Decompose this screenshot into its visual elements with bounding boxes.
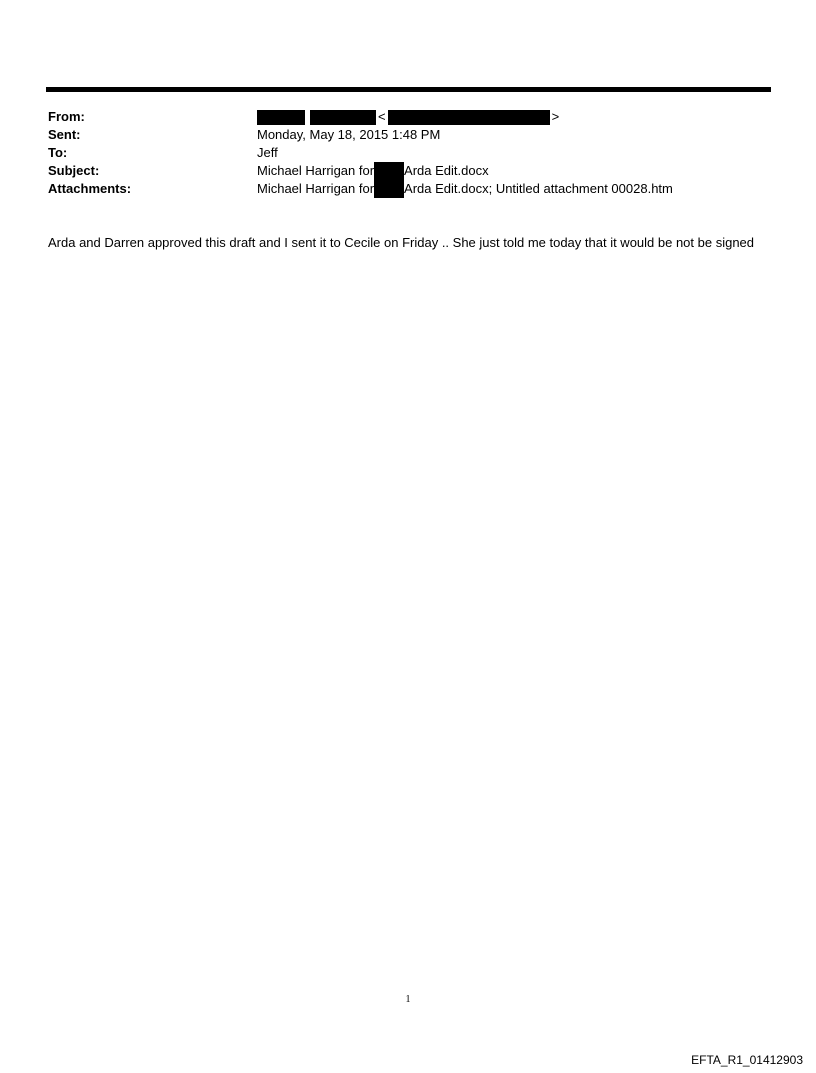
from-value <box>257 108 561 126</box>
page-number: 1 <box>405 994 411 1005</box>
attachments-suffix: Arda Edit.docx; Untitled attachment 00028.htm <box>404 181 673 196</box>
attachments-label: Attachments: <box>48 181 132 196</box>
redaction-subject-name <box>374 162 404 180</box>
redaction-sender-first-name <box>257 110 305 125</box>
to-value: Jeff <box>257 145 278 160</box>
document-id: EFTA_R1_01412903 <box>691 1053 803 1067</box>
sent-row <box>48 126 768 144</box>
sent-value: Monday, May 18, 2015 1:48 PM <box>257 127 441 142</box>
redaction-sender-last-name <box>310 110 376 125</box>
from-row <box>48 108 768 126</box>
header-divider <box>46 87 771 92</box>
subject-suffix: Arda Edit.docx <box>404 163 489 178</box>
email-open-bracket: < <box>378 109 386 124</box>
email-close-bracket: > <box>551 109 560 124</box>
subject-row <box>48 162 768 180</box>
from-label: From: <box>48 109 85 124</box>
subject-value <box>257 162 489 180</box>
to-row <box>48 144 768 162</box>
to-label: To: <box>48 145 68 160</box>
redaction-attachment-name <box>374 180 404 198</box>
attachments-row <box>48 180 768 198</box>
sent-label: Sent: <box>48 127 81 142</box>
attachments-prefix: Michael Harrigan for <box>257 181 375 196</box>
subject-label: Subject: <box>48 163 100 178</box>
subject-prefix: Michael Harrigan for <box>257 163 375 178</box>
email-header <box>48 108 768 198</box>
redaction-sender-email <box>388 110 550 125</box>
attachments-value <box>257 180 673 198</box>
email-body: Arda and Darren approved this draft and I sent it to Cecile on Friday .. She just told me today that it would be not be signed <box>48 235 755 250</box>
